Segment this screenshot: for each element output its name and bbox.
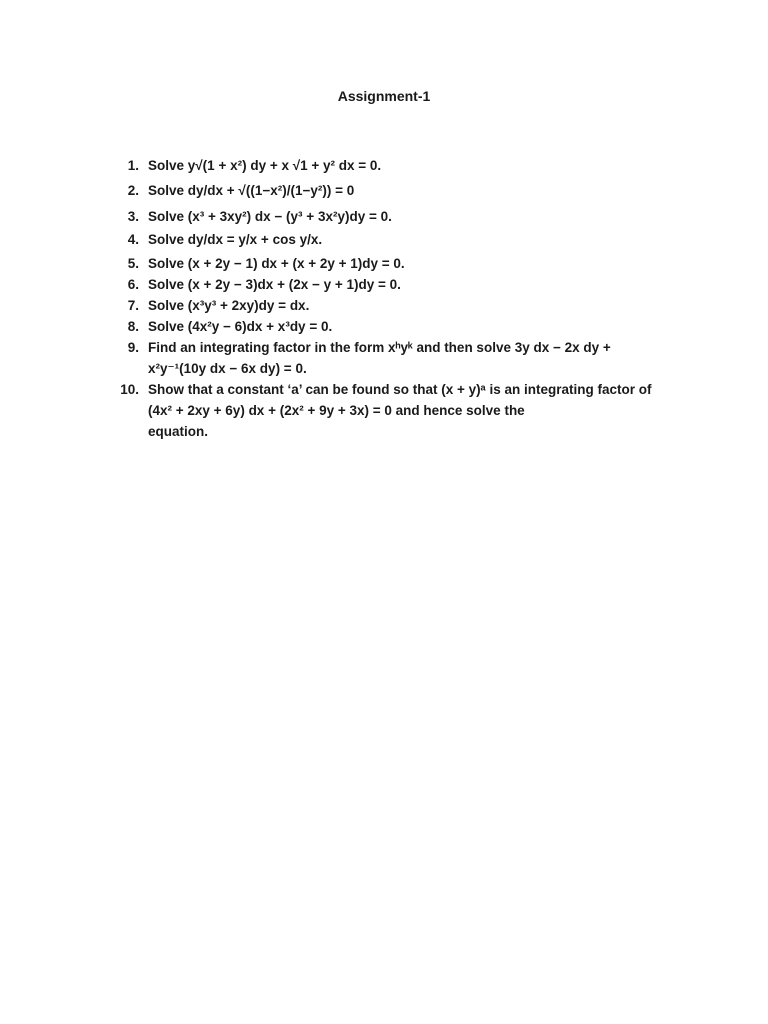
problem-text-line: (4x² + 2xy + 6y) dx + (2x² + 9y + 3x) = 0 and hence solve the xyxy=(148,403,525,418)
problem-7 xyxy=(108,295,668,316)
problem-text-line: equation. xyxy=(148,424,208,439)
problem-text: Solve dy/dx = y/x + cos y/x. xyxy=(148,232,323,247)
problem-6 xyxy=(108,274,668,295)
problem-text-line: Find an integrating factor in the form xʰyᵏ and then solve 3y dx − 2x dy + xyxy=(148,340,611,355)
problem-text-line: x²y⁻¹(10y dx − 6x dy) = 0. xyxy=(148,361,307,376)
problem-number: 3. xyxy=(127,209,139,224)
problem-number: 7. xyxy=(127,298,139,313)
problem-number: 6. xyxy=(127,277,139,292)
problem-text: Solve y√(1 + x²) dy + x √1 + y² dx = 0. xyxy=(148,158,382,173)
problem-number: 1. xyxy=(127,158,139,173)
problem-3 xyxy=(108,206,668,227)
problem-text: Solve (x³y³ + 2xy)dy = dx. xyxy=(148,298,310,313)
problem-4 xyxy=(108,227,668,253)
problem-list xyxy=(108,155,668,442)
problem-number: 10. xyxy=(120,382,139,397)
problem-number: 4. xyxy=(127,232,139,247)
problem-2 xyxy=(108,176,668,206)
problem-text: Solve (x + 2y − 3)dx + (2x − y + 1)dy = 0. xyxy=(148,277,401,292)
problem-text: Solve (x³ + 3xy²) dx − (y³ + 3x²y)dy = 0. xyxy=(148,209,392,224)
problem-number: 8. xyxy=(127,319,139,334)
problem-number: 2. xyxy=(127,183,139,198)
problem-number: 9. xyxy=(127,340,139,355)
problem-9 xyxy=(108,337,668,379)
page-title: Assignment-1 xyxy=(337,88,431,104)
problem-number: 5. xyxy=(127,256,139,271)
problem-text: Solve (x + 2y − 1) dx + (x + 2y + 1)dy = 0. xyxy=(148,256,405,271)
problem-text: Solve dy/dx + √((1−x²)/(1−y²)) = 0 xyxy=(148,183,355,198)
problem-10 xyxy=(108,379,668,442)
problem-8 xyxy=(108,316,668,337)
problem-text: Solve (4x²y − 6)dx + x³dy = 0. xyxy=(148,319,333,334)
problem-text xyxy=(139,379,668,442)
problem-5 xyxy=(108,253,668,274)
problem-text-line: Show that a constant ‘a’ can be found so that (x + y)ᵃ is an integrating factor of xyxy=(148,382,652,397)
problem-1 xyxy=(108,155,668,176)
problem-text xyxy=(139,337,668,379)
